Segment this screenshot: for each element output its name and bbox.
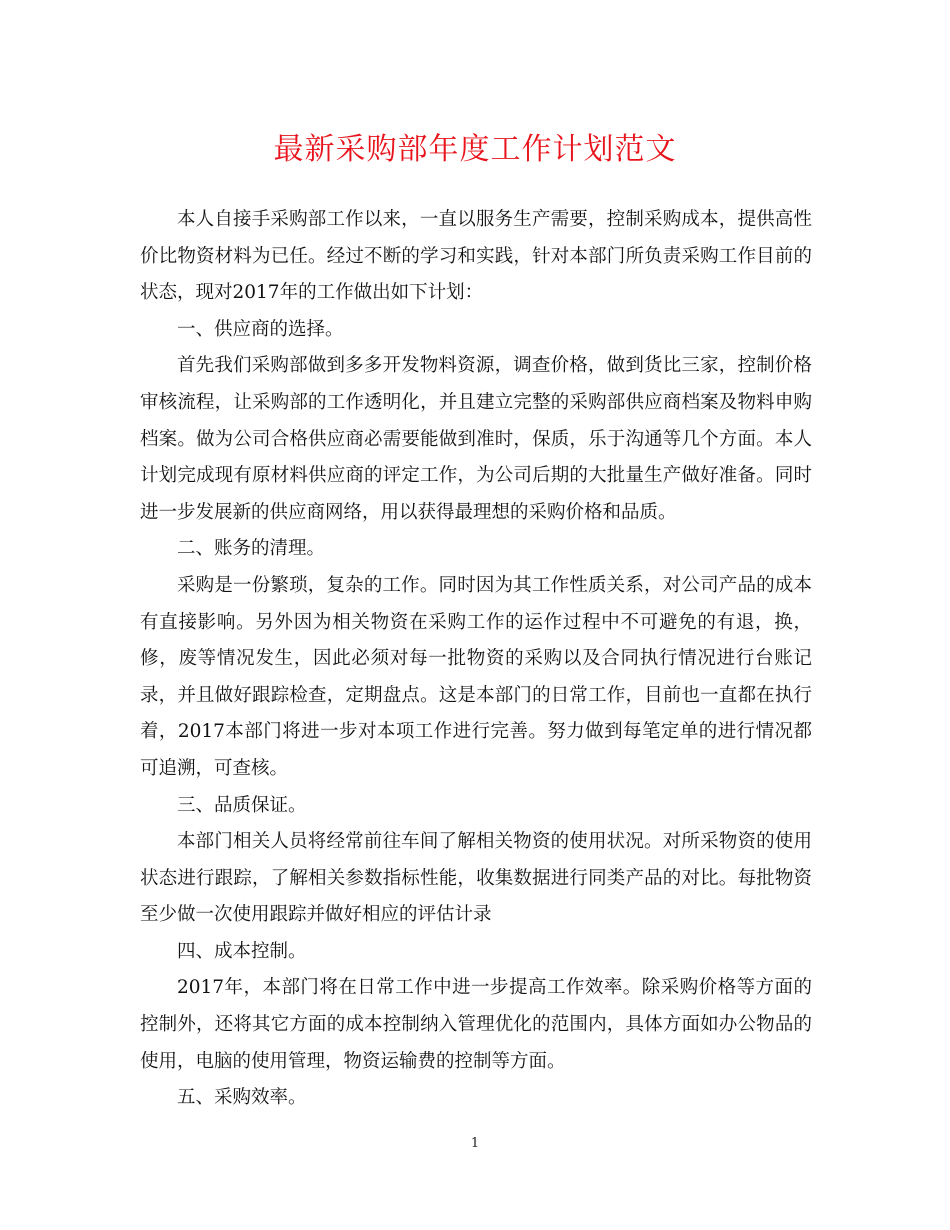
section-heading-quality: 三、品质保证。 — [177, 794, 307, 816]
paragraph-quality: 本部门相关人员将经常前往车间了解相关物资的使用状况。对所采物资的使用状态进行跟踪，了解相关参数指标性能，收集数据进行同类产品的对比。每批物资至少做一次使用跟踪并做好相应的评估计录 — [140, 831, 812, 926]
section-heading-supplier: 一、供应商的选择。 — [177, 318, 344, 340]
section-heading-accounts: 二、账务的清理。 — [177, 538, 326, 560]
section-heading-efficiency: 五、采购效率。 — [177, 1087, 307, 1109]
paragraph-accounts: 采购是一份繁琐，复杂的工作。同时因为其工作性质关系，对公司产品的成本有直接影响。另外因为相关物资在采购工作的运作过程中不可避免的有退，换，修，废等情况发生，因此必须对每一批物资的采购以及合同执行情况进行台账记录，并且做好跟踪检查，定期盘点。这是本部门的日常工作，目前也一直都在执行着，2017本部门将进一步对本项工作进行完善。努力做到每笔定单的进行情况都可追溯，可查核。 — [140, 574, 812, 779]
page-number: 1 — [470, 1136, 480, 1151]
paragraph-supplier: 首先我们采购部做到多多开发物料资源，调查价格，做到货比三家，控制价格审核流程，让采购部的工作透明化，并且建立完整的采购部供应商档案及物料申购档案。做为公司合格供应商必需要能做到准时，保质，乐于沟通等几个方面。本人计划完成现有原材料供应商的评定工作，为公司后期的大批量生产做好准备。同时进一步发展新的供应商网络，用以获得最理想的采购价格和品质。 — [140, 355, 812, 523]
document-title: 最新采购部年度工作计划范文 — [273, 132, 677, 167]
document-body — [140, 202, 812, 1117]
section-heading-cost: 四、成本控制。 — [177, 940, 307, 962]
paragraph-cost: 2017年，本部门将在日常工作中进一步提高工作效率。除采购价格等方面的控制外，还将其它方面的成本控制纳入管理优化的范围内，具体方面如办公物品的使用，电脑的使用管理，物资运输费的控制等方面。 — [140, 977, 812, 1072]
intro-paragraph: 本人自接手采购部工作以来，一直以服务生产需要，控制采购成本，提供高性价比物资材料为已任。经过不断的学习和实践，针对本部门所负责采购工作目前的状态，现对2017年的工作做出如下计划： — [140, 209, 812, 304]
